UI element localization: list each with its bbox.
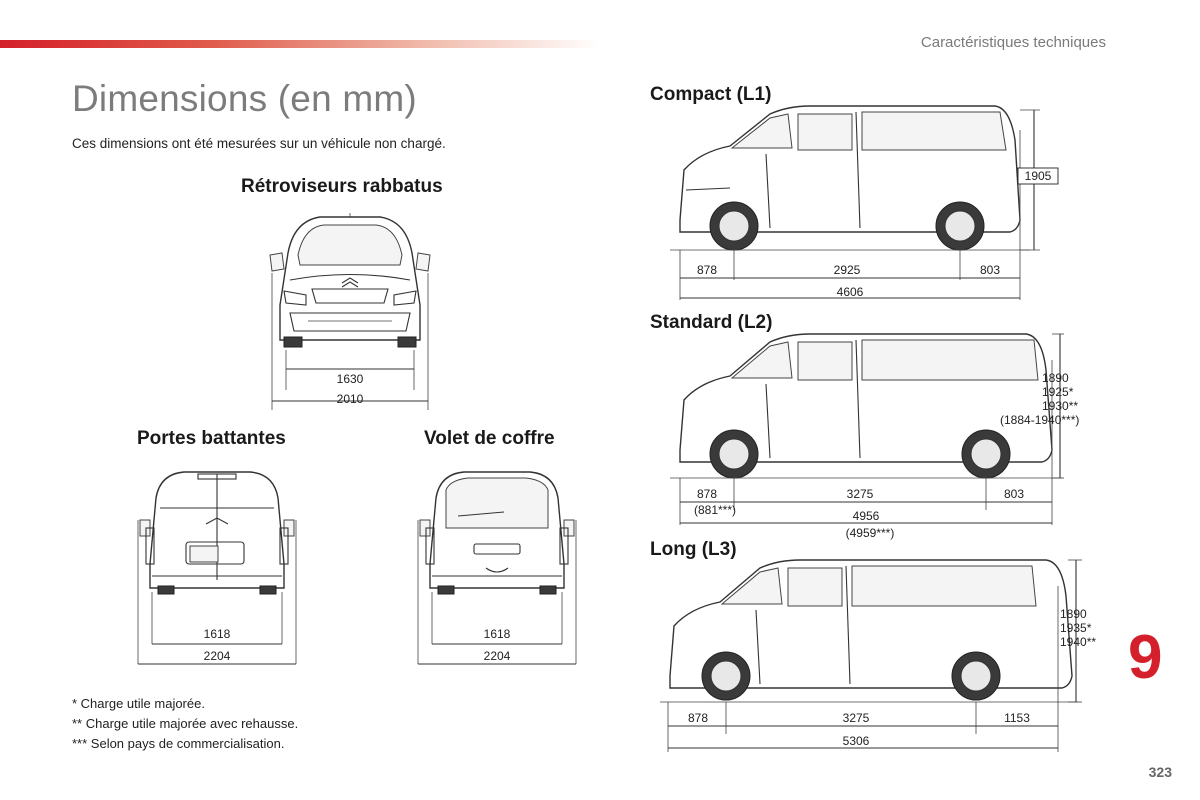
- footnote-2: ** Charge utile majorée avec rehausse.: [72, 716, 299, 731]
- dim-long-wheelbase: 3275: [842, 711, 870, 725]
- section-header-title: Caractéristiques techniques: [920, 34, 1106, 51]
- dim-rear-tailgate-width: 2204: [483, 649, 511, 663]
- page-number: 323: [1148, 764, 1172, 780]
- front-view-diagram: [260, 205, 440, 415]
- dim-rear-doors-width: 2204: [203, 649, 231, 663]
- footnotes: [72, 694, 298, 754]
- intro-text: Ces dimensions ont été mesurées sur un véhicule non chargé.: [72, 136, 446, 151]
- dim-standard-front-overhang-alt: (881***): [693, 503, 737, 517]
- compact-diagram: [670, 100, 1060, 305]
- rear-tailgate-title: Volet de coffre: [424, 428, 555, 449]
- dim-rear-doors-track: 1618: [203, 627, 231, 641]
- dim-standard-front-overhang: 878: [696, 487, 718, 501]
- dim-standard-height-alt1: 1925*: [1042, 385, 1074, 399]
- standard-diagram: [670, 330, 1100, 542]
- dim-rear-tailgate-track: 1618: [483, 627, 511, 641]
- dim-compact-wheelbase: 2925: [833, 263, 861, 277]
- dim-long-total: 5306: [842, 734, 870, 748]
- header-accent-bar: [0, 40, 600, 48]
- chapter-number: 9: [1128, 623, 1163, 692]
- rear-doors-title: Portes battantes: [137, 428, 286, 449]
- dim-compact-total: 4606: [836, 285, 864, 299]
- page-title: Dimensions (en mm): [72, 78, 417, 119]
- front-view-title: Rétroviseurs rabbatus: [241, 176, 443, 197]
- dim-standard-height-alt3: (1884-1940***): [1000, 413, 1080, 427]
- dim-standard-height-base: 1890: [1042, 371, 1069, 385]
- long-diagram: [660, 556, 1110, 756]
- dim-standard-total-alt: (4959***): [845, 526, 895, 540]
- dim-long-height-base: 1890: [1060, 607, 1087, 621]
- compact-title: Compact (L1): [650, 84, 772, 105]
- dim-long-rear-overhang: 1153: [1004, 711, 1030, 725]
- dim-standard-height-alt2: 1930**: [1042, 399, 1079, 413]
- dim-long-height-alt1: 1935*: [1060, 621, 1092, 635]
- dim-compact-height: 1905: [1024, 169, 1052, 183]
- dim-compact-front-overhang: 878: [696, 263, 718, 277]
- dim-long-height-alt2: 1940**: [1060, 635, 1097, 649]
- standard-title: Standard (L2): [650, 312, 773, 333]
- dim-standard-wheelbase: 3275: [846, 487, 874, 501]
- rear-doors-diagram: [132, 468, 302, 668]
- dim-compact-rear-overhang: 803: [979, 263, 1001, 277]
- footnote-3: *** Selon pays de commercialisation.: [72, 736, 285, 751]
- rear-tailgate-diagram: [412, 468, 582, 668]
- long-title: Long (L3): [650, 539, 737, 560]
- dim-front-track: 1630: [336, 372, 364, 386]
- dim-front-width: 2010: [336, 392, 364, 406]
- dim-long-front-overhang: 878: [687, 711, 709, 725]
- footnote-1: * Charge utile majorée.: [72, 696, 205, 711]
- dim-standard-total: 4956: [852, 509, 880, 523]
- dim-standard-rear-overhang: 803: [1003, 487, 1025, 501]
